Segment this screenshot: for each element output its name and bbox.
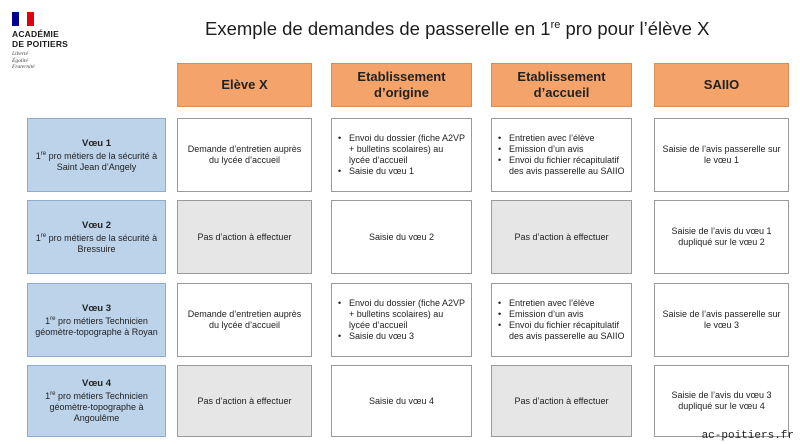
page-title xyxy=(205,18,709,40)
column-header-saiio: SAIIO xyxy=(654,63,789,107)
list-item: • Emission d’un avis xyxy=(507,144,626,155)
cell-saiio-voeu-4: Saisie de l’avis du vœu 3 dupliqué sur le vœu 4 xyxy=(654,365,789,437)
cell-origine-voeu-2: Saisie du vœu 2 xyxy=(331,200,472,274)
voeu-desc-text: pro métiers de la sécurité à Bressuire xyxy=(46,232,158,254)
flag-white-stripe xyxy=(19,12,26,26)
list-item: • Envoi du fichier récapitulatif des avis passerelle au SAIIO xyxy=(507,155,626,177)
action-list xyxy=(337,133,466,177)
cell-saiio-voeu-1: Saisie de l’avis passerelle sur le vœu 1 xyxy=(654,118,789,192)
voeu-desc-text: pro métiers Technicien géomètre-topographe à Royan xyxy=(35,315,158,337)
action-list xyxy=(337,298,466,342)
list-item: • Saisie du vœu 1 xyxy=(347,166,466,177)
logo-line1: ACADÉMIE xyxy=(12,29,59,39)
voeu-sup: re xyxy=(50,391,56,397)
row-header-voeu-2 xyxy=(27,200,166,274)
voeu-description: 1re pro métiers Technicien géomètre-topographe à Angoulême xyxy=(45,391,148,423)
logo-line2: DE POITIERS xyxy=(12,39,69,49)
title-part: pro pour l’élève X xyxy=(560,18,710,39)
list-item: • Entretien avec l’élève xyxy=(507,298,626,309)
flag-icon xyxy=(12,12,34,26)
voeu-title: Vœu 4 xyxy=(81,378,112,389)
list-item: • Envoi du fichier récapitulatif des avis passerelle au SAIIO xyxy=(507,320,626,342)
voeu-description: 1re pro métiers de la sécurité à Bressuire xyxy=(35,232,158,254)
row-header-voeu-4 xyxy=(27,365,166,437)
flag-blue-stripe xyxy=(12,12,19,26)
column-header-eleve: Elève X xyxy=(177,63,312,107)
voeu-description: 1re pro métiers de la sécurité à Saint Jean d’Angely xyxy=(35,150,158,172)
action-list xyxy=(497,298,626,342)
title-sup: re xyxy=(550,18,561,31)
cell-accueil-voeu-2: Pas d’action à effectuer xyxy=(491,200,632,274)
list-item: • Envoi du dossier (fiche A2VP + bulletins scolaires) au lycée d’accueil xyxy=(347,133,466,166)
cell-origine-voeu-3 xyxy=(331,283,472,357)
motto-line: Fraternité xyxy=(12,64,35,70)
voeu-title: Vœu 3 xyxy=(81,302,112,314)
cell-accueil-voeu-1 xyxy=(491,118,632,192)
voeu-description: 1re pro métiers Technicien géomètre-topographe à Royan xyxy=(35,315,158,337)
action-list xyxy=(497,133,626,177)
voeu-sup: re xyxy=(50,315,56,322)
voeu-desc-text: pro métiers Technicien géomètre-topographe à Angoulême xyxy=(49,391,148,423)
logo-motto xyxy=(12,51,132,71)
column-header-origine: Etablissement d’origine xyxy=(331,63,472,107)
list-item: • Saisie du vœu 3 xyxy=(347,331,466,342)
column-header-accueil: Etablissement d’accueil xyxy=(491,63,632,107)
voeu-desc-text: pro métiers de la sécurité à Saint Jean d’Angely xyxy=(46,150,158,172)
cell-origine-voeu-1 xyxy=(331,118,472,192)
cell-eleve-voeu-3: Demande d’entretien auprès du lycée d’accueil xyxy=(177,283,312,357)
cell-saiio-voeu-3: Saisie de l’avis passerelle sur le vœu 3 xyxy=(654,283,789,357)
cell-saiio-voeu-2: Saisie de l’avis du vœu 1 dupliqué sur le vœu 2 xyxy=(654,200,789,274)
cell-eleve-voeu-2: Pas d’action à effectuer xyxy=(177,200,312,274)
cell-accueil-voeu-4: Pas d’action à effectuer xyxy=(491,365,632,437)
row-header-voeu-1 xyxy=(27,118,166,192)
cell-eleve-voeu-4: Pas d’action à effectuer xyxy=(177,365,312,437)
cell-eleve-voeu-1: Demande d’entretien auprès du lycée d’accueil xyxy=(177,118,312,192)
cell-accueil-voeu-3 xyxy=(491,283,632,357)
flag-red-stripe xyxy=(27,12,34,26)
motto-line: Égalité xyxy=(12,57,28,64)
voeu-title: Vœu 1 xyxy=(81,137,112,149)
academie-logo xyxy=(12,12,132,71)
title-part: Exemple de demandes de passerelle en 1 xyxy=(205,18,551,39)
cell-origine-voeu-4: Saisie du vœu 4 xyxy=(331,365,472,437)
list-item: • Emission d’un avis xyxy=(507,309,626,320)
voeu-title: Vœu 2 xyxy=(81,219,112,231)
voeu-sup: re xyxy=(40,232,47,239)
motto-line: Liberté xyxy=(12,51,28,57)
footer-site-url: ac-poitiers.fr xyxy=(701,430,794,442)
row-header-voeu-3 xyxy=(27,283,166,357)
list-item: • Entretien avec l’élève xyxy=(507,133,626,144)
voeu-sup: re xyxy=(40,150,47,157)
list-item: • Envoi du dossier (fiche A2VP + bulletins scolaires) au lycée d’accueil xyxy=(347,298,466,331)
